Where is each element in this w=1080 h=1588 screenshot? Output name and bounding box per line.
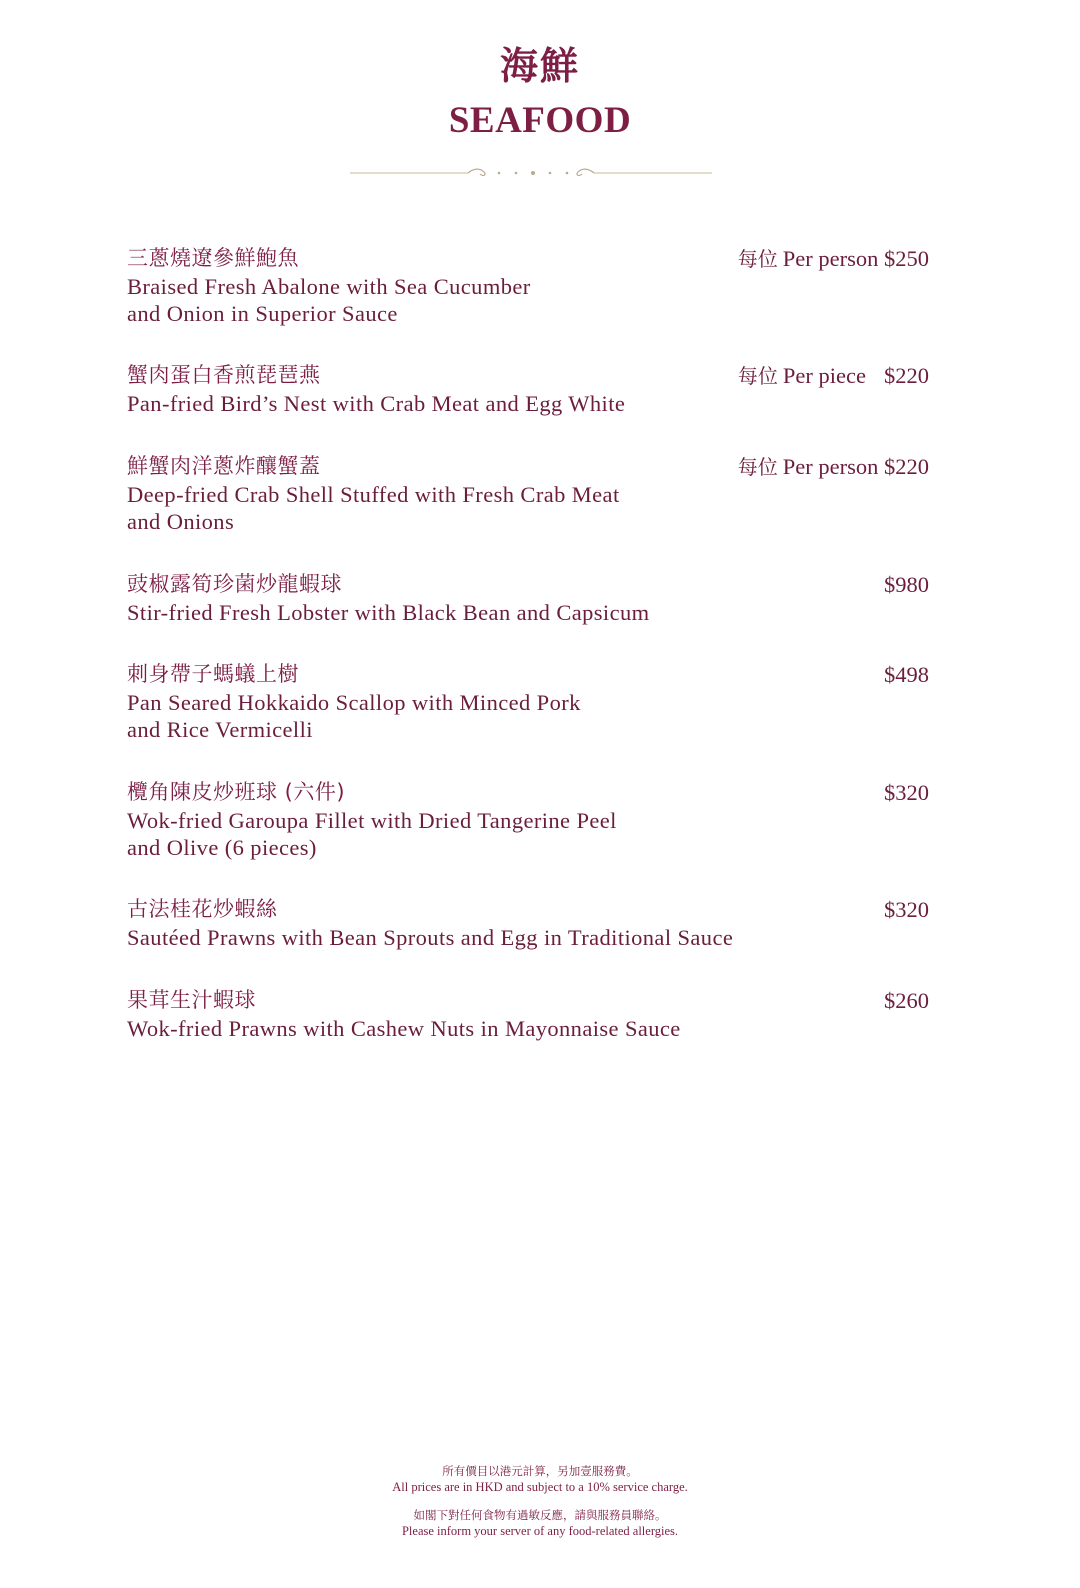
dish-price: $320 [884,897,929,922]
dish-price: $980 [884,572,929,597]
menu-footer [0,1463,1080,1539]
dish-price: $320 [884,780,929,805]
menu-item [127,986,929,1046]
dish-name-chinese: 蟹肉蛋白香煎琵琶燕 [127,363,321,387]
service-charge-note-chinese: 所有價目以港元計算，另加壹服務費。 [442,1464,638,1478]
menu-item [127,570,929,660]
dish-name-chinese: 欖角陳皮炒班球 (六件) [127,780,346,804]
dish-name-chinese: 果茸生汁蝦球 [127,988,256,1012]
menu-item [127,778,929,895]
allergy-note-english: Please inform your server of any food-related allergies. [401,1524,679,1538]
dish-name-chinese: 豉椒露筍珍菌炒龍蝦球 [127,572,342,596]
section-title-english: SEAFOOD [448,100,632,141]
service-charge-note-english: All prices are in HKD and subject to a 10% service charge. [392,1480,688,1494]
dish-name-english: Pan Seared Hokkaido Scallop with Minced Pork and Rice Vermicelli [127,690,581,742]
dish-price: $498 [884,662,929,687]
allergy-note-chinese: 如閣下對任何食物有過敏反應，請與服務員聯絡。 [413,1508,667,1522]
dish-name-chinese: 古法桂花炒蝦絲 [127,897,278,921]
dish-price: 每位 Per person $220 [737,454,929,479]
menu-item-list [127,244,929,1046]
dish-name-english: Wok-fried Garoupa Fillet with Dried Tangerine Peel and Olive (6 pieces) [127,808,617,860]
dish-name-chinese: 鮮蟹肉洋蔥炸釀蟹蓋 [127,454,321,478]
menu-header [0,42,1080,142]
dish-price: 每位 Per piece $220 [737,363,929,388]
dish-name-english: Sautéed Prawns with Bean Sprouts and Egg in Traditional Sauce [127,925,734,950]
ornamental-divider [350,162,712,184]
menu-item [127,244,929,361]
dish-name-english: Stir-fried Fresh Lobster with Black Bean and Capsicum [127,600,650,625]
dish-name-english: Wok-fried Prawns with Cashew Nuts in Mayonnaise Sauce [127,1016,681,1041]
menu-item [127,895,929,986]
menu-item [127,361,929,452]
menu-item [127,660,929,778]
dish-price: 每位 Per person $250 [737,246,929,271]
dish-price: $260 [884,988,929,1013]
dish-name-chinese: 三蔥燒遼參鮮鮑魚 [127,246,299,270]
dish-name-english: Deep-fried Crab Shell Stuffed with Fresh Crab Meat and Onions [127,482,620,534]
dish-name-chinese: 刺身帶子螞蟻上樹 [127,662,299,686]
menu-item [127,452,929,570]
dish-name-english: Pan-fried Bird’s Nest with Crab Meat and Egg White [127,391,626,416]
section-title-chinese: 海鮮 [499,43,580,88]
dish-name-english: Braised Fresh Abalone with Sea Cucumber and Onion in Superior Sauce [127,274,531,326]
